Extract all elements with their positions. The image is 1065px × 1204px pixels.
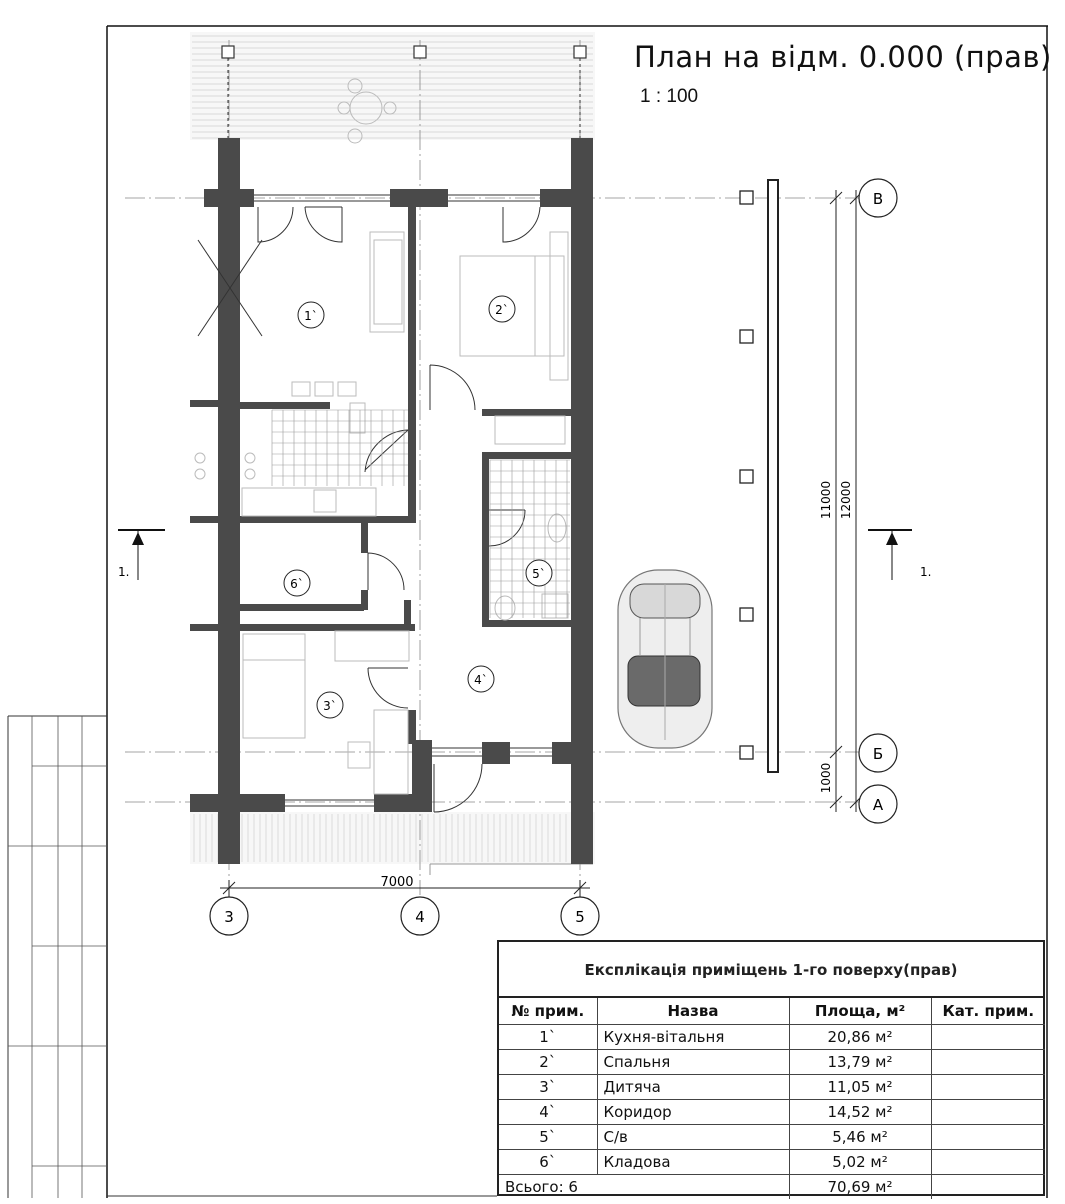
total-area: 70,69 м² <box>789 1175 931 1200</box>
dimension-1000: 1000 <box>819 762 833 794</box>
section-label-right: 1. <box>920 565 932 579</box>
row-area: 5,46 м² <box>789 1125 931 1150</box>
room-label-5: 5` <box>532 567 546 581</box>
carport-columns <box>740 191 753 759</box>
table-header-row <box>499 998 1045 1025</box>
table-caption: Експлікація приміщень 1-го поверху(прав) <box>499 942 1043 998</box>
header-area: Площа, м² <box>789 998 931 1025</box>
dimension-11000: 11000 <box>819 480 833 520</box>
room-label-3: 3` <box>323 699 337 713</box>
car-top-view <box>618 570 712 748</box>
row-name: Кухня-вітальня <box>597 1025 789 1050</box>
row-area: 13,79 м² <box>789 1050 931 1075</box>
room-label-4: 4` <box>474 673 488 687</box>
row-name: Спальня <box>597 1050 789 1075</box>
table-total-row <box>499 1175 1045 1200</box>
room-label-2: 2` <box>495 303 509 317</box>
table-row <box>499 1075 1045 1100</box>
row-number: 5` <box>499 1125 597 1150</box>
row-number: 2` <box>499 1050 597 1075</box>
dimension-12000: 12000 <box>839 480 853 520</box>
row-name: Дитяча <box>597 1075 789 1100</box>
row-category <box>931 1025 1045 1050</box>
axis-label-b: Б <box>872 745 884 763</box>
table-row <box>499 1125 1045 1150</box>
row-number: 6` <box>499 1150 597 1175</box>
room-label-1: 1` <box>304 309 318 323</box>
room-label-6: 6` <box>290 577 304 591</box>
row-category <box>931 1075 1045 1100</box>
axis-label-4: 4 <box>415 908 425 926</box>
row-area: 20,86 м² <box>789 1025 931 1050</box>
schedule-grid <box>499 998 1045 1199</box>
section-label-left: 1. <box>118 565 130 579</box>
walls <box>190 138 593 864</box>
row-number: 1` <box>499 1025 597 1050</box>
table-row <box>499 1025 1045 1050</box>
header-name: Назва <box>597 998 789 1025</box>
row-number: 3` <box>499 1075 597 1100</box>
terrace-top <box>190 32 595 140</box>
table-row <box>499 1100 1045 1125</box>
section-marker-right <box>868 530 912 580</box>
header-number: № прим. <box>499 998 597 1025</box>
row-category <box>931 1125 1045 1150</box>
row-category <box>931 1100 1045 1125</box>
row-category <box>931 1150 1045 1175</box>
side-stamp <box>8 716 107 1198</box>
axis-label-3: 3 <box>224 908 234 926</box>
axis-label-5: 5 <box>575 908 585 926</box>
row-name: Кладова <box>597 1150 789 1175</box>
total-label: Всього: 6 <box>499 1175 789 1200</box>
row-area: 5,02 м² <box>789 1150 931 1175</box>
row-name: С/в <box>597 1125 789 1150</box>
row-number: 4` <box>499 1100 597 1125</box>
row-category <box>931 1050 1045 1075</box>
header-category: Кат. прим. <box>931 998 1045 1025</box>
table-row <box>499 1150 1045 1175</box>
scale-label: 1 : 100 <box>640 86 699 107</box>
terrace-bottom <box>190 812 595 864</box>
row-area: 14,52 м² <box>789 1100 931 1125</box>
axis-label-a: А <box>872 796 884 814</box>
axis-label-v: В <box>872 190 884 208</box>
row-area: 11,05 м² <box>789 1075 931 1100</box>
carport-beam <box>768 180 778 772</box>
table-row <box>499 1050 1045 1075</box>
row-name: Коридор <box>597 1100 789 1125</box>
dimension-7000: 7000 <box>380 875 414 890</box>
total-category <box>931 1175 1045 1200</box>
page-title: План на відм. 0.000 (прав) <box>634 40 1052 74</box>
windows <box>254 195 552 806</box>
room-schedule-table <box>497 940 1045 1196</box>
